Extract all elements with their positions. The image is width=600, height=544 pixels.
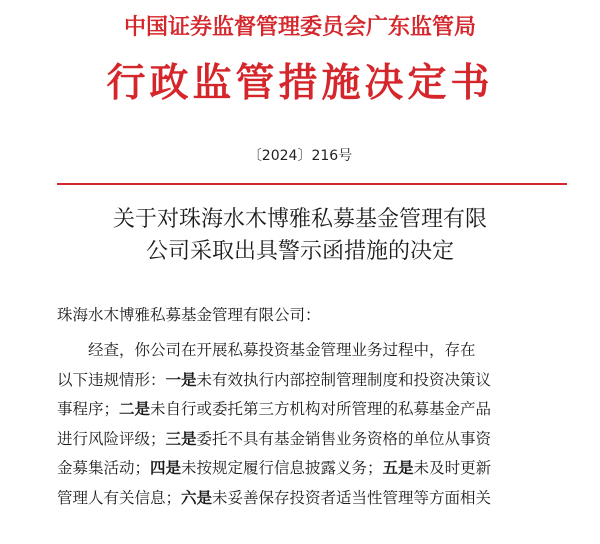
subject-line-1: 关于对珠海水木博雅私募基金管理有限	[112, 207, 487, 232]
body-line-4	[57, 425, 577, 455]
red-divider-line	[57, 183, 567, 185]
body-text-segment: 未妥善保存投资者适当性管理等方面相关	[212, 488, 492, 507]
body-text-segment: 未自行或委托第三方机构对所管理的私募基金产品	[150, 400, 492, 418]
body-line-1	[57, 336, 577, 366]
subject-line-2: 公司采取出具警示函措施的决定	[145, 239, 454, 264]
body-text-segment: 金募集活动；	[57, 459, 151, 477]
body-text-segment: 进行风险评级；	[57, 429, 166, 448]
addressee: 珠海水木博雅私募基金管理有限公司：	[57, 306, 321, 324]
body-line-5	[57, 454, 577, 484]
body-text-segment: 事程序；	[57, 400, 120, 418]
body-text-segment: 委托不具有基金销售业务资格的单位从事资	[196, 429, 492, 448]
document-title: 行政监管措施决定书	[106, 61, 494, 106]
item-marker-5: 五是	[382, 459, 414, 477]
item-marker-4: 四是	[150, 459, 182, 477]
body-text-segment: 管理人有关信息；	[57, 488, 182, 507]
body-line-3	[57, 395, 577, 425]
body-text-segment: 经查，你公司在开展私募投资基金管理业务过程中，存在	[88, 341, 476, 359]
item-marker-3: 三是	[165, 429, 197, 448]
body-text-segment: 未及时更新	[413, 459, 492, 477]
document-number: 〔2024〕216号	[247, 148, 353, 164]
item-marker-2: 二是	[119, 400, 151, 418]
body-text-segment: 未有效执行内部控制管理制度和投资决策议	[196, 370, 492, 389]
document-subject	[0, 204, 600, 268]
issuer-name: 中国证券监督管理委员会广东监管局	[123, 15, 476, 40]
body-text-segment: 未按规定履行信息披露义务；	[181, 459, 383, 477]
item-marker-1: 一是	[165, 370, 197, 389]
item-marker-6: 六是	[181, 488, 213, 507]
body-text	[57, 336, 577, 513]
body-text-segment: 以下违规情形：	[57, 370, 166, 389]
body-line-2	[57, 366, 577, 396]
body-line-6	[57, 484, 577, 514]
